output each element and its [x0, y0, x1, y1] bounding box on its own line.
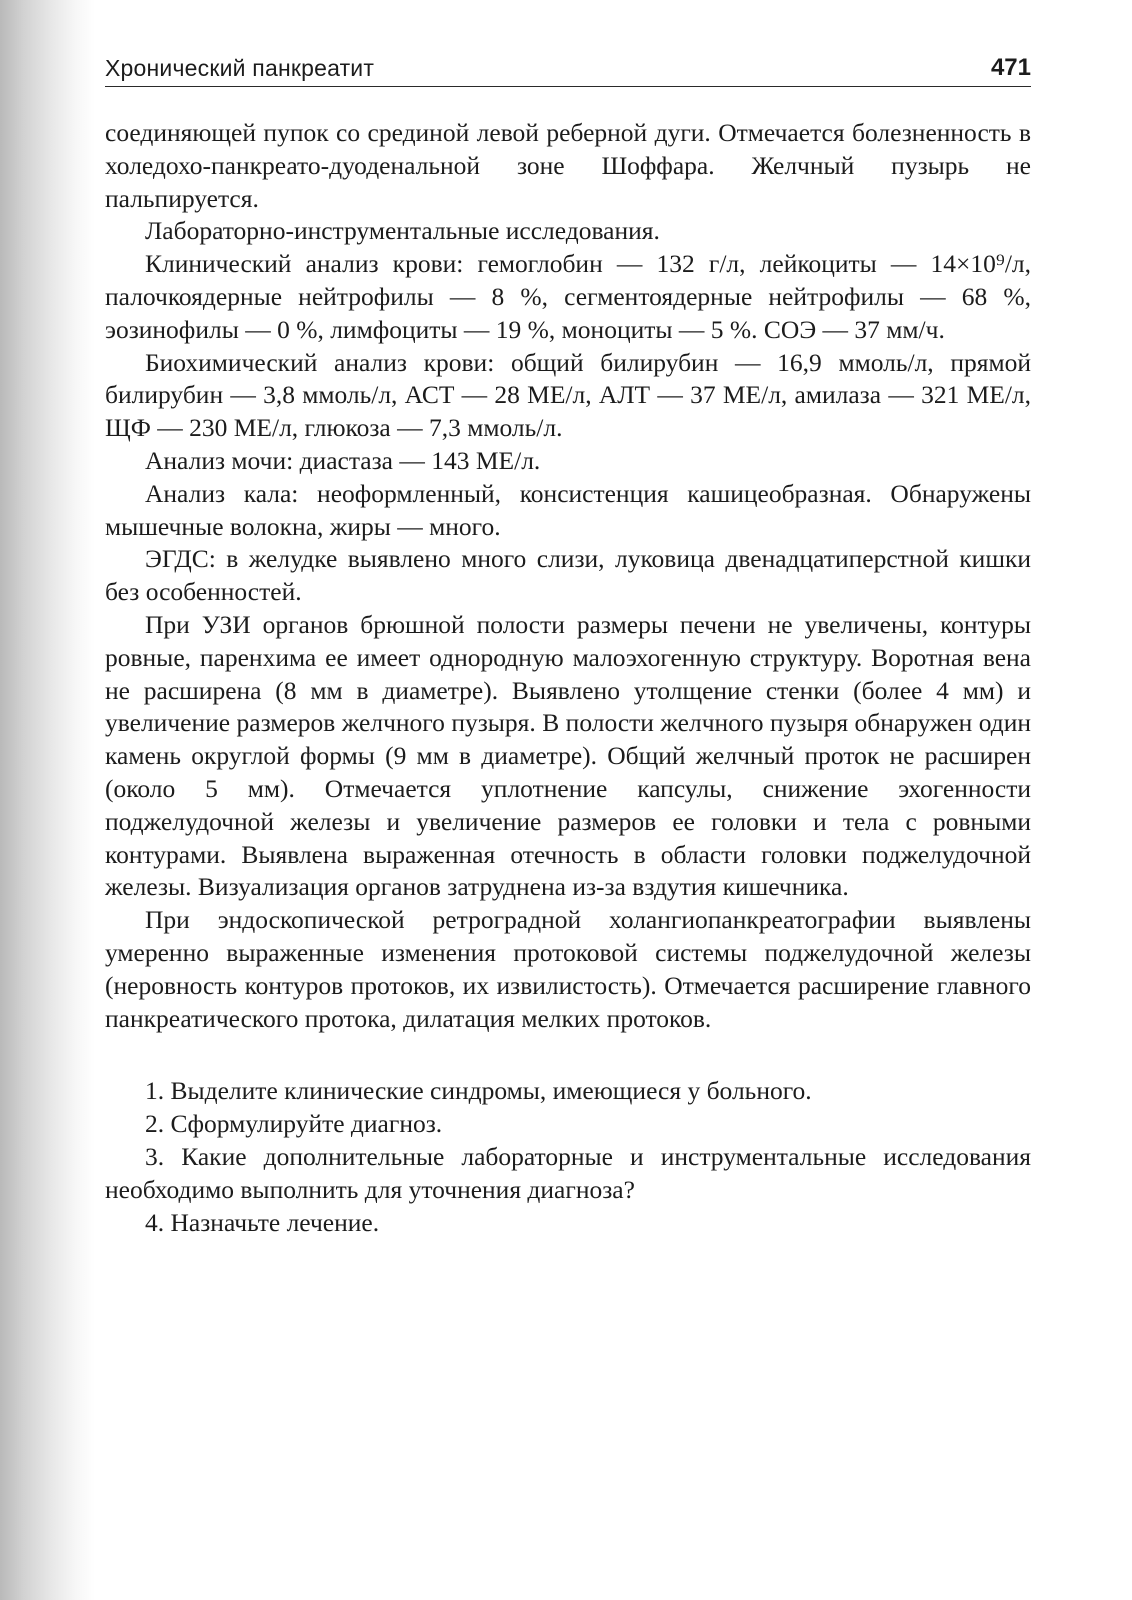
book-page — [105, 52, 1031, 1239]
question-item: 1. Выделите клинические синдромы, имеющиеся у больного. — [145, 1076, 812, 1106]
paragraph-ultrasound: При УЗИ органов брюшной полости размеры печени не увеличены, контуры ровные, паренхима ее имеет однородную малоэхогенную структуру. Воротная вена не расширена (8 мм в диаметре). Выявлено утолщение стенки (более 4 мм) и увеличение размеров желчного пузыря. В полости желчного пузыря обнаружен один камень округлой формы (9 мм в диаметре). Общий желчный проток не расширен (около 5 мм). Отмечается уплотнение капсулы, снижение эхогенности поджелудочной железы и увеличение размеров ее головки и тела с ровными контурами. Выявлена выраженная отечность в области головки поджелудочной железы. Визуализация органов затруднена из-за вздутия кишечника. — [105, 609, 1031, 902]
paragraph-lab-heading: Лабораторно-инструментальные исследования. — [145, 216, 660, 246]
question-item: 4. Назначьте лечение. — [145, 1207, 380, 1237]
paragraph-continuation: соединяющей пупок со срединой левой реберной дуги. Отмечается болезненность в холедохо-панкреато-дуоденальной зоне Шоффара. Желчный пузырь не пальпируется. — [105, 118, 1031, 213]
page-number: 471 — [990, 54, 1031, 81]
paragraph-biochemistry: Биохимический анализ крови: общий билирубин — 16,9 ммоль/л, прямой билирубин — 3,8 ммоль/л, АСТ — 28 МЕ/л, АЛТ — 37 МЕ/л, амилаза — 321 МЕ/л, ЩФ — 230 МЕ/л, глюкоза — 7,3 ммоль/л. — [105, 347, 1031, 443]
paragraph-stool: Анализ кала: неоформленный, консистенция кашицеобразная. Обнаружены мышечные волокна, жиры — много. — [105, 478, 1031, 541]
page-gutter-shadow — [0, 0, 95, 1600]
body-text — [105, 117, 1031, 1239]
paragraph-blood-count: Клинический анализ крови: гемоглобин — 132 г/л, лейкоциты — 14×10⁹/л, палочкоядерные нейтрофилы — 8 %, сегментоядерные нейтрофилы — 68 %, эозинофилы — 0 %, лимфоциты — 19 %, моноциты — 5 %. СОЭ — 37 мм/ч. — [105, 249, 1031, 344]
paragraph-egds: ЭГДС: в желудке выявлено много слизи, луковица двенадцатиперстной кишки без особенностей. — [105, 544, 1031, 607]
section-gap — [105, 1035, 1031, 1075]
running-header — [105, 52, 1031, 87]
paragraph-urine: Анализ мочи: диастаза — 143 МЕ/л. — [145, 445, 541, 475]
question-item: 3. Какие дополнительные лабораторные и инструментальные исследования необходимо выполнить для уточнения диагноза? — [105, 1141, 1031, 1204]
question-item: 2. Сформулируйте диагноз. — [145, 1109, 443, 1139]
paragraph-ercp: При эндоскопической ретроградной холангиопанкреатографии выявлены умеренно выраженные изменения протоковой системы поджелудочной железы (неровность контуров протоков, их извилистость). Отмечается расширение главного панкреатического протока, дилатация мелких протоков. — [105, 905, 1031, 1033]
running-title: Хронический панкреатит — [105, 55, 375, 81]
